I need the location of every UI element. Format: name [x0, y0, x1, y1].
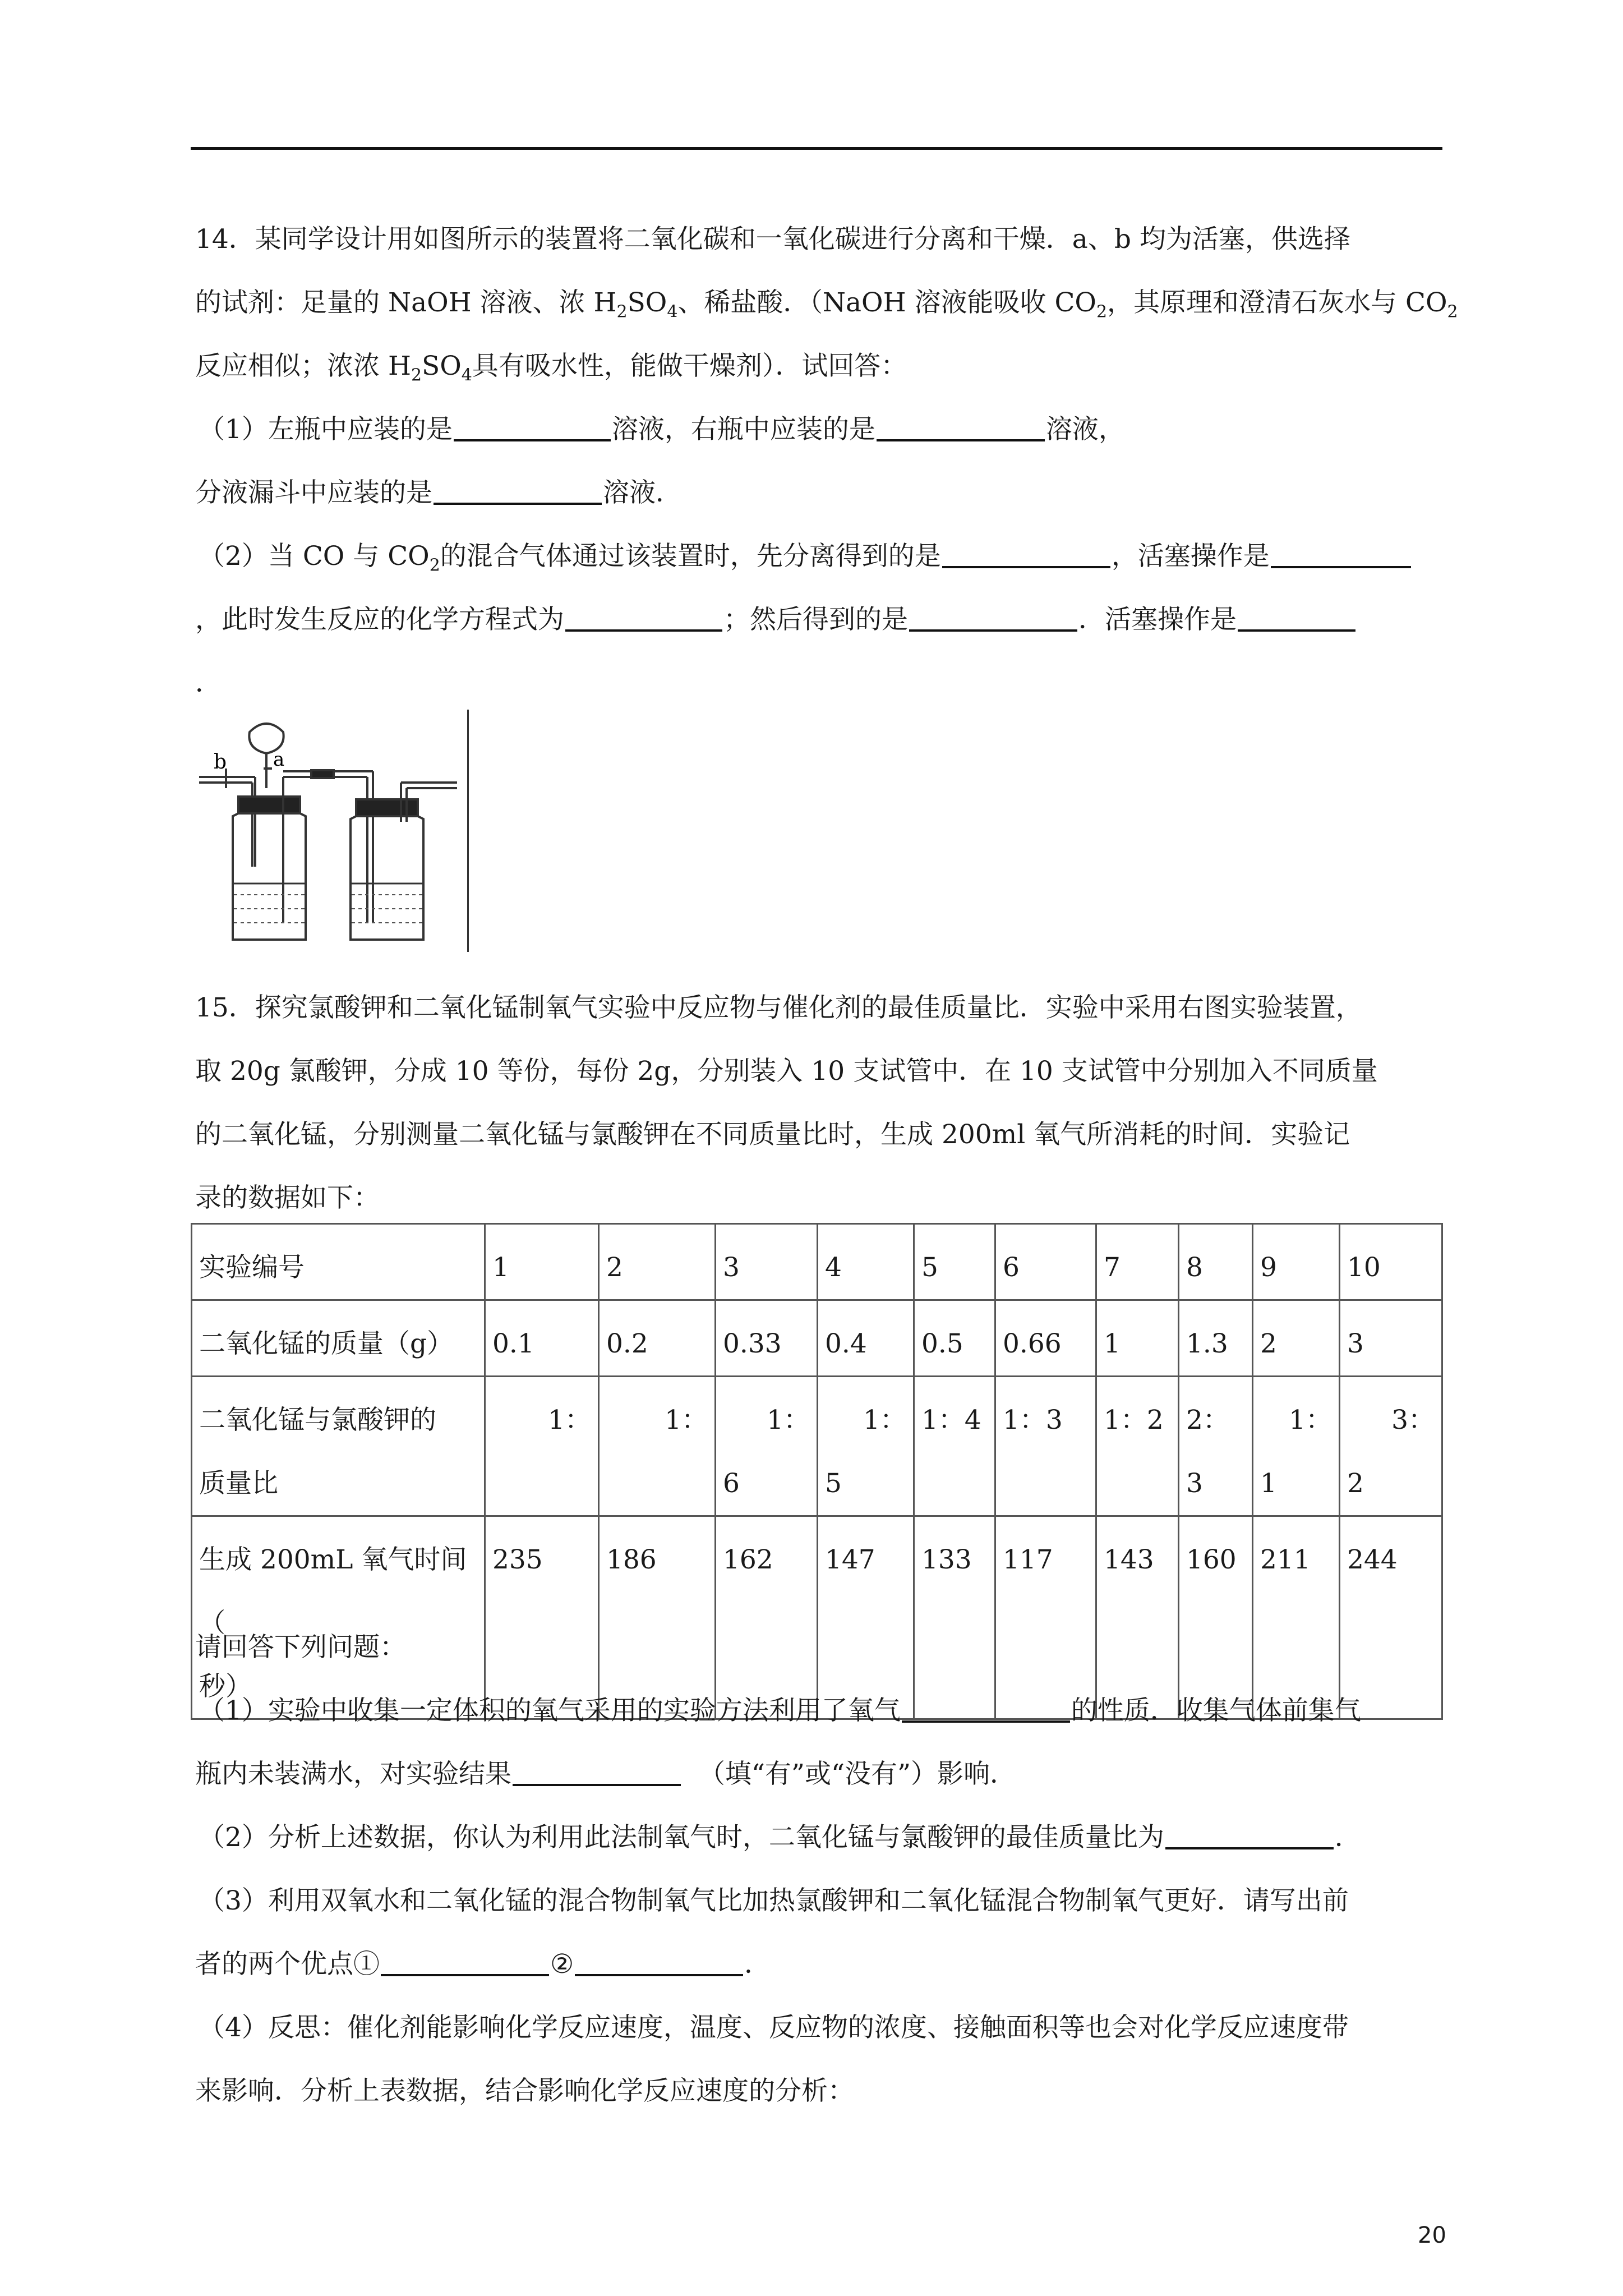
q15-part1-line2: 瓶内未装满水，对实验结果 （填“有”或“没有”）影响． — [195, 1742, 1439, 1806]
q15-line4: 录的数据如下： — [195, 1182, 380, 1213]
q15-prompt: 请回答下列问题： — [195, 1632, 406, 1663]
page-number: 20 — [1418, 2223, 1446, 2248]
answer-blank[interactable] — [565, 602, 722, 632]
table-cell: 1： 5 — [818, 1377, 914, 1516]
q15-part3-line2: 者的两个优点① ② ． — [195, 1932, 1439, 1996]
table-cell: 0.4 — [818, 1300, 914, 1377]
gas-separation-apparatus-figure — [193, 710, 469, 952]
table-cell: 2：3 — [1179, 1377, 1253, 1516]
table-cell: 1： 6 — [716, 1377, 818, 1516]
table-cell: 1： 1 — [1253, 1377, 1340, 1516]
table-cell: 1： — [485, 1377, 599, 1516]
table-cell: 0.2 — [599, 1300, 716, 1377]
question-15-parts — [195, 1616, 1439, 2123]
table-cell: 1 — [485, 1224, 599, 1300]
answer-blank[interactable] — [1271, 539, 1411, 568]
table-cell: 117 — [995, 1516, 1096, 1719]
table-cell: 8 — [1179, 1224, 1253, 1300]
q15-part2: （2）分析上述数据，你认为利用此法制氧气时，二氧化锰与氯酸钾的最佳质量比为 ． — [195, 1806, 1439, 1869]
table-cell: 1：2 — [1096, 1377, 1179, 1516]
table-cell: 10 — [1340, 1224, 1442, 1300]
table-cell: 6 — [995, 1224, 1096, 1300]
q14-part2-line1: （2）当 CO 与 $CO_2$的混合气体通过该装置时，先分离得到的是 ，活塞操作是 — [195, 524, 1439, 588]
q14-line3: 反应相似；浓浓 $H_2SO_4$具有吸水性，能做干燥剂）．试回答： — [195, 351, 907, 385]
table-cell: 160 — [1179, 1516, 1253, 1719]
answer-blank[interactable] — [575, 1947, 743, 1976]
answer-blank[interactable] — [942, 539, 1110, 568]
answer-blank[interactable] — [1238, 602, 1355, 632]
answer-blank[interactable] — [434, 476, 602, 505]
q15-part3-line1: （3）利用双氧水和二氧化锰的混合物制氧气比加热氯酸钾和二氧化锰混合物制氧气更好．请写出前 — [199, 1885, 1349, 1916]
table-cell: 211 — [1253, 1516, 1340, 1719]
table-row — [192, 1224, 1442, 1300]
q14-line1: 14．某同学设计用如图所示的装置将二氧化碳和一氧化碳进行分离和干燥．a、b 均为活塞，供选择 — [195, 224, 1350, 255]
question-15-intro — [195, 976, 1439, 1230]
table-cell: 3 — [1340, 1300, 1442, 1377]
label-b: b — [214, 751, 227, 774]
q15-part4-line2: 来影响．分析上表数据，结合影响化学反应速度的分析： — [195, 2076, 854, 2106]
table-cell: 147 — [818, 1516, 914, 1719]
q15-part4-line1: （4）反思：催化剂能影响化学反应速度，温度、反应物的浓度、接触面积等也会对化学反应速度带 — [199, 2012, 1349, 2043]
answer-blank[interactable] — [454, 412, 611, 441]
table-cell: 1：3 — [995, 1377, 1096, 1516]
answer-blank[interactable] — [877, 412, 1045, 441]
table-cell: 2 — [1253, 1300, 1340, 1377]
table-cell: 2 — [599, 1224, 716, 1300]
table-cell: 1： — [599, 1377, 716, 1516]
table-cell: 1 — [1096, 1300, 1179, 1377]
q15-line2: 取 20g 氯酸钾，分成 10 等份，每份 2g，分别装入 10 支试管中．在 10 支试管中分别加入不同质量 — [195, 1056, 1378, 1087]
table-cell: 235 — [485, 1516, 599, 1719]
table-cell: 3： 2 — [1340, 1377, 1442, 1516]
answer-blank[interactable] — [381, 1947, 549, 1976]
q14-part2-line2: ，此时发生反应的化学方程式为 ；然后得到的是 ．活塞操作是 — [195, 588, 1439, 651]
table-cell: 0.33 — [716, 1300, 818, 1377]
table-cell: 3 — [716, 1224, 818, 1300]
table-cell: 二氧化锰的质量（g） — [192, 1300, 485, 1377]
table-cell: 9 — [1253, 1224, 1340, 1300]
table-cell: 实验编号 — [192, 1224, 485, 1300]
answer-blank[interactable] — [902, 1694, 1070, 1723]
table-cell: 二氧化锰与氯酸钾的 质量比 — [192, 1377, 485, 1516]
table-row — [192, 1300, 1442, 1377]
q14-part1-line2: 分液漏斗中应装的是 溶液． — [195, 461, 1439, 524]
q15-line3: 的二氧化锰，分别测量二氧化锰与氯酸钾在不同质量比时，生成 200ml 氧气所消耗的时间．实验记 — [195, 1119, 1350, 1150]
q14-part1-line1: （1）左瓶中应装的是 溶液，右瓶中应装的是 溶液， — [195, 398, 1439, 461]
table-cell: 244 — [1340, 1516, 1442, 1719]
q14-part2-line3: ． — [195, 668, 222, 698]
q15-part1-line1: （1）实验中收集一定体积的氧气采用的实验方法利用了氧气 的性质．收集气体前集气 — [195, 1679, 1439, 1742]
table-cell: 7 — [1096, 1224, 1179, 1300]
table-cell: 5 — [914, 1224, 995, 1300]
table-cell: 1：4 — [914, 1377, 995, 1516]
answer-blank[interactable] — [909, 602, 1077, 632]
table-cell: 0.5 — [914, 1300, 995, 1377]
header-rule — [191, 147, 1442, 150]
apparatus-drawing — [193, 710, 467, 952]
table-row — [192, 1377, 1442, 1516]
table-cell: 0.1 — [485, 1300, 599, 1377]
answer-blank[interactable] — [513, 1757, 681, 1786]
label-a: a — [273, 748, 285, 771]
table-cell: 生成 200mL 氧气时间（ 秒） — [192, 1516, 485, 1719]
table-cell: 186 — [599, 1516, 716, 1719]
q15-line1: 15．探究氯酸钾和二氧化锰制氧气实验中反应物与催化剂的最佳质量比．实验中采用右图实验装置， — [195, 992, 1362, 1023]
answer-blank[interactable] — [1165, 1820, 1334, 1849]
table-cell: 0.66 — [995, 1300, 1096, 1377]
q14-line2: 的试剂：足量的 NaOH 溶液、浓 $H_2SO_4$、稀盐酸．（NaOH 溶液能吸收 $CO_2$，其原理和澄清石灰水与 $CO_2$ — [195, 287, 1458, 322]
table-cell: 143 — [1096, 1516, 1179, 1719]
table-cell: 1.3 — [1179, 1300, 1253, 1377]
table-cell: 4 — [818, 1224, 914, 1300]
table-cell: 162 — [716, 1516, 818, 1719]
table-cell: 133 — [914, 1516, 995, 1719]
question-14 — [195, 208, 1458, 715]
